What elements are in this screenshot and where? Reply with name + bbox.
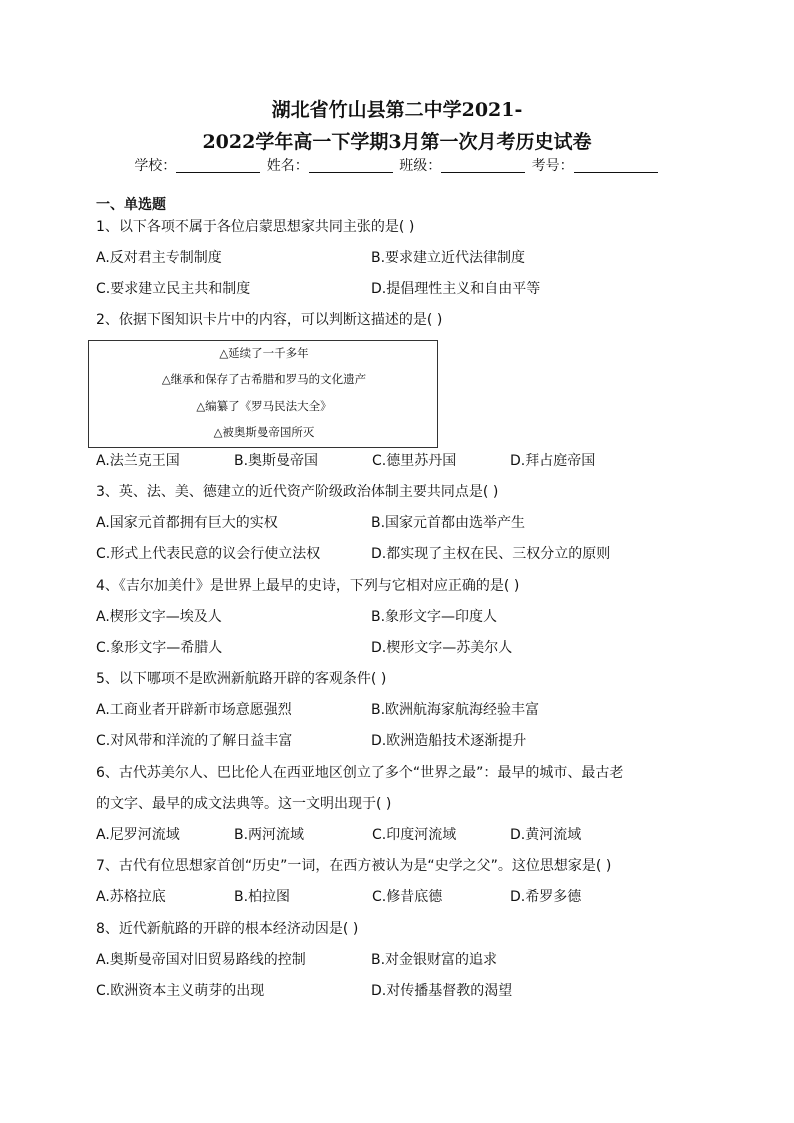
class-blank[interactable] — [441, 158, 525, 173]
q1-option-b[interactable]: B.要求建立近代法律制度 — [371, 250, 526, 266]
class-label: 班级： — [399, 158, 442, 174]
question-6-stem-line2: 的文字、最早的成文法典等。这一文明出现于( ) — [96, 796, 392, 812]
knowledge-card — [88, 340, 438, 448]
q3-option-d[interactable]: D.都实现了主权在民、三权分立的原则 — [371, 546, 611, 562]
exam-number-label: 考号： — [531, 158, 574, 174]
card-line-4: △被奥斯曼帝国所灭 — [213, 425, 315, 439]
q7-option-c[interactable]: C.修昔底德 — [372, 889, 443, 905]
card-line-2: △继承和保存了古希腊和罗马的文化遗产 — [161, 372, 367, 386]
exam-title-line2: 2022学年高一下学期3月第一次月考历史试卷 — [202, 131, 592, 153]
section-title: 一、单选题 — [96, 197, 166, 213]
q8-option-b[interactable]: B.对金银财富的追求 — [371, 952, 498, 968]
q1-option-a[interactable]: A.反对君主专制制度 — [96, 250, 222, 266]
q4-option-b[interactable]: B.象形文字—印度人 — [371, 609, 498, 625]
q3-option-b[interactable]: B.国家元首都由选举产生 — [371, 515, 526, 531]
exam-title-line1: 湖北省竹山县第二中学2021- — [271, 99, 523, 121]
question-2-stem: 2、依据下图知识卡片中的内容，可以判断这描述的是( ) — [96, 312, 443, 328]
question-3-stem: 3、英、法、美、德建立的近代资产阶级政治体制主要共同点是( ) — [96, 484, 499, 500]
q5-option-b[interactable]: B.欧洲航海家航海经验丰富 — [371, 702, 540, 718]
q6-option-c[interactable]: C.印度河流域 — [372, 827, 457, 843]
exam-number-blank[interactable] — [574, 158, 658, 173]
q2-option-d[interactable]: D.拜占庭帝国 — [510, 453, 596, 469]
q8-option-c[interactable]: C.欧洲资本主义萌芽的出现 — [96, 983, 265, 999]
q2-option-c[interactable]: C.德里苏丹国 — [372, 453, 457, 469]
q3-option-c[interactable]: C.形式上代表民意的议会行使立法权 — [96, 546, 321, 562]
question-1-stem: 1、以下各项不属于各位启蒙思想家共同主张的是( ) — [96, 219, 415, 235]
q6-option-b[interactable]: B.两河流域 — [234, 827, 305, 843]
question-4-stem: 4、《吉尔加美什》是世界上最早的史诗，下列与它相对应正确的是( ) — [96, 578, 520, 594]
q5-option-d[interactable]: D.欧洲造船技术逐渐提升 — [371, 733, 527, 749]
q4-option-a[interactable]: A.楔形文字—埃及人 — [96, 609, 222, 625]
question-7-stem: 7、古代有位思想家首创“历史”一词，在西方被认为是“史学之父”。这位思想家是( ) — [96, 858, 612, 874]
name-blank[interactable] — [309, 158, 393, 173]
student-info-row — [0, 155, 794, 175]
q4-option-d[interactable]: D.楔形文字—苏美尔人 — [371, 640, 513, 656]
card-line-1: △延续了一千多年 — [219, 346, 309, 360]
q7-option-d[interactable]: D.希罗多德 — [510, 889, 582, 905]
q4-option-c[interactable]: C.象形文字—希腊人 — [96, 640, 223, 656]
q5-option-a[interactable]: A.工商业者开辟新市场意愿强烈 — [96, 702, 292, 718]
card-line-3: △编纂了《罗马民法大全》 — [196, 399, 332, 413]
q7-option-b[interactable]: B.柏拉图 — [234, 889, 291, 905]
school-blank[interactable] — [176, 158, 260, 173]
q2-option-b[interactable]: B.奥斯曼帝国 — [234, 453, 319, 469]
q8-option-a[interactable]: A.奥斯曼帝国对旧贸易路线的控制 — [96, 952, 306, 968]
q7-option-a[interactable]: A.苏格拉底 — [96, 889, 166, 905]
q6-option-a[interactable]: A.尼罗河流域 — [96, 827, 180, 843]
school-label: 学校： — [134, 158, 177, 174]
q8-option-d[interactable]: D.对传播基督教的渴望 — [371, 983, 513, 999]
q1-option-d[interactable]: D.提倡理性主义和自由平等 — [371, 281, 541, 297]
question-5-stem: 5、以下哪项不是欧洲新航路开辟的客观条件( ) — [96, 671, 387, 687]
q1-option-c[interactable]: C.要求建立民主共和制度 — [96, 281, 251, 297]
q2-option-a[interactable]: A.法兰克王国 — [96, 453, 180, 469]
name-label: 姓名： — [266, 158, 309, 174]
q3-option-a[interactable]: A.国家元首都拥有巨大的实权 — [96, 515, 278, 531]
question-6-stem-line1: 6、古代苏美尔人、巴比伦人在西亚地区创立了多个“世界之最”：最早的城市、最古老 — [96, 765, 624, 781]
question-8-stem: 8、近代新航路的开辟的根本经济动因是( ) — [96, 921, 359, 937]
q6-option-d[interactable]: D.黄河流域 — [510, 827, 582, 843]
q5-option-c[interactable]: C.对风带和洋流的了解日益丰富 — [96, 733, 293, 749]
